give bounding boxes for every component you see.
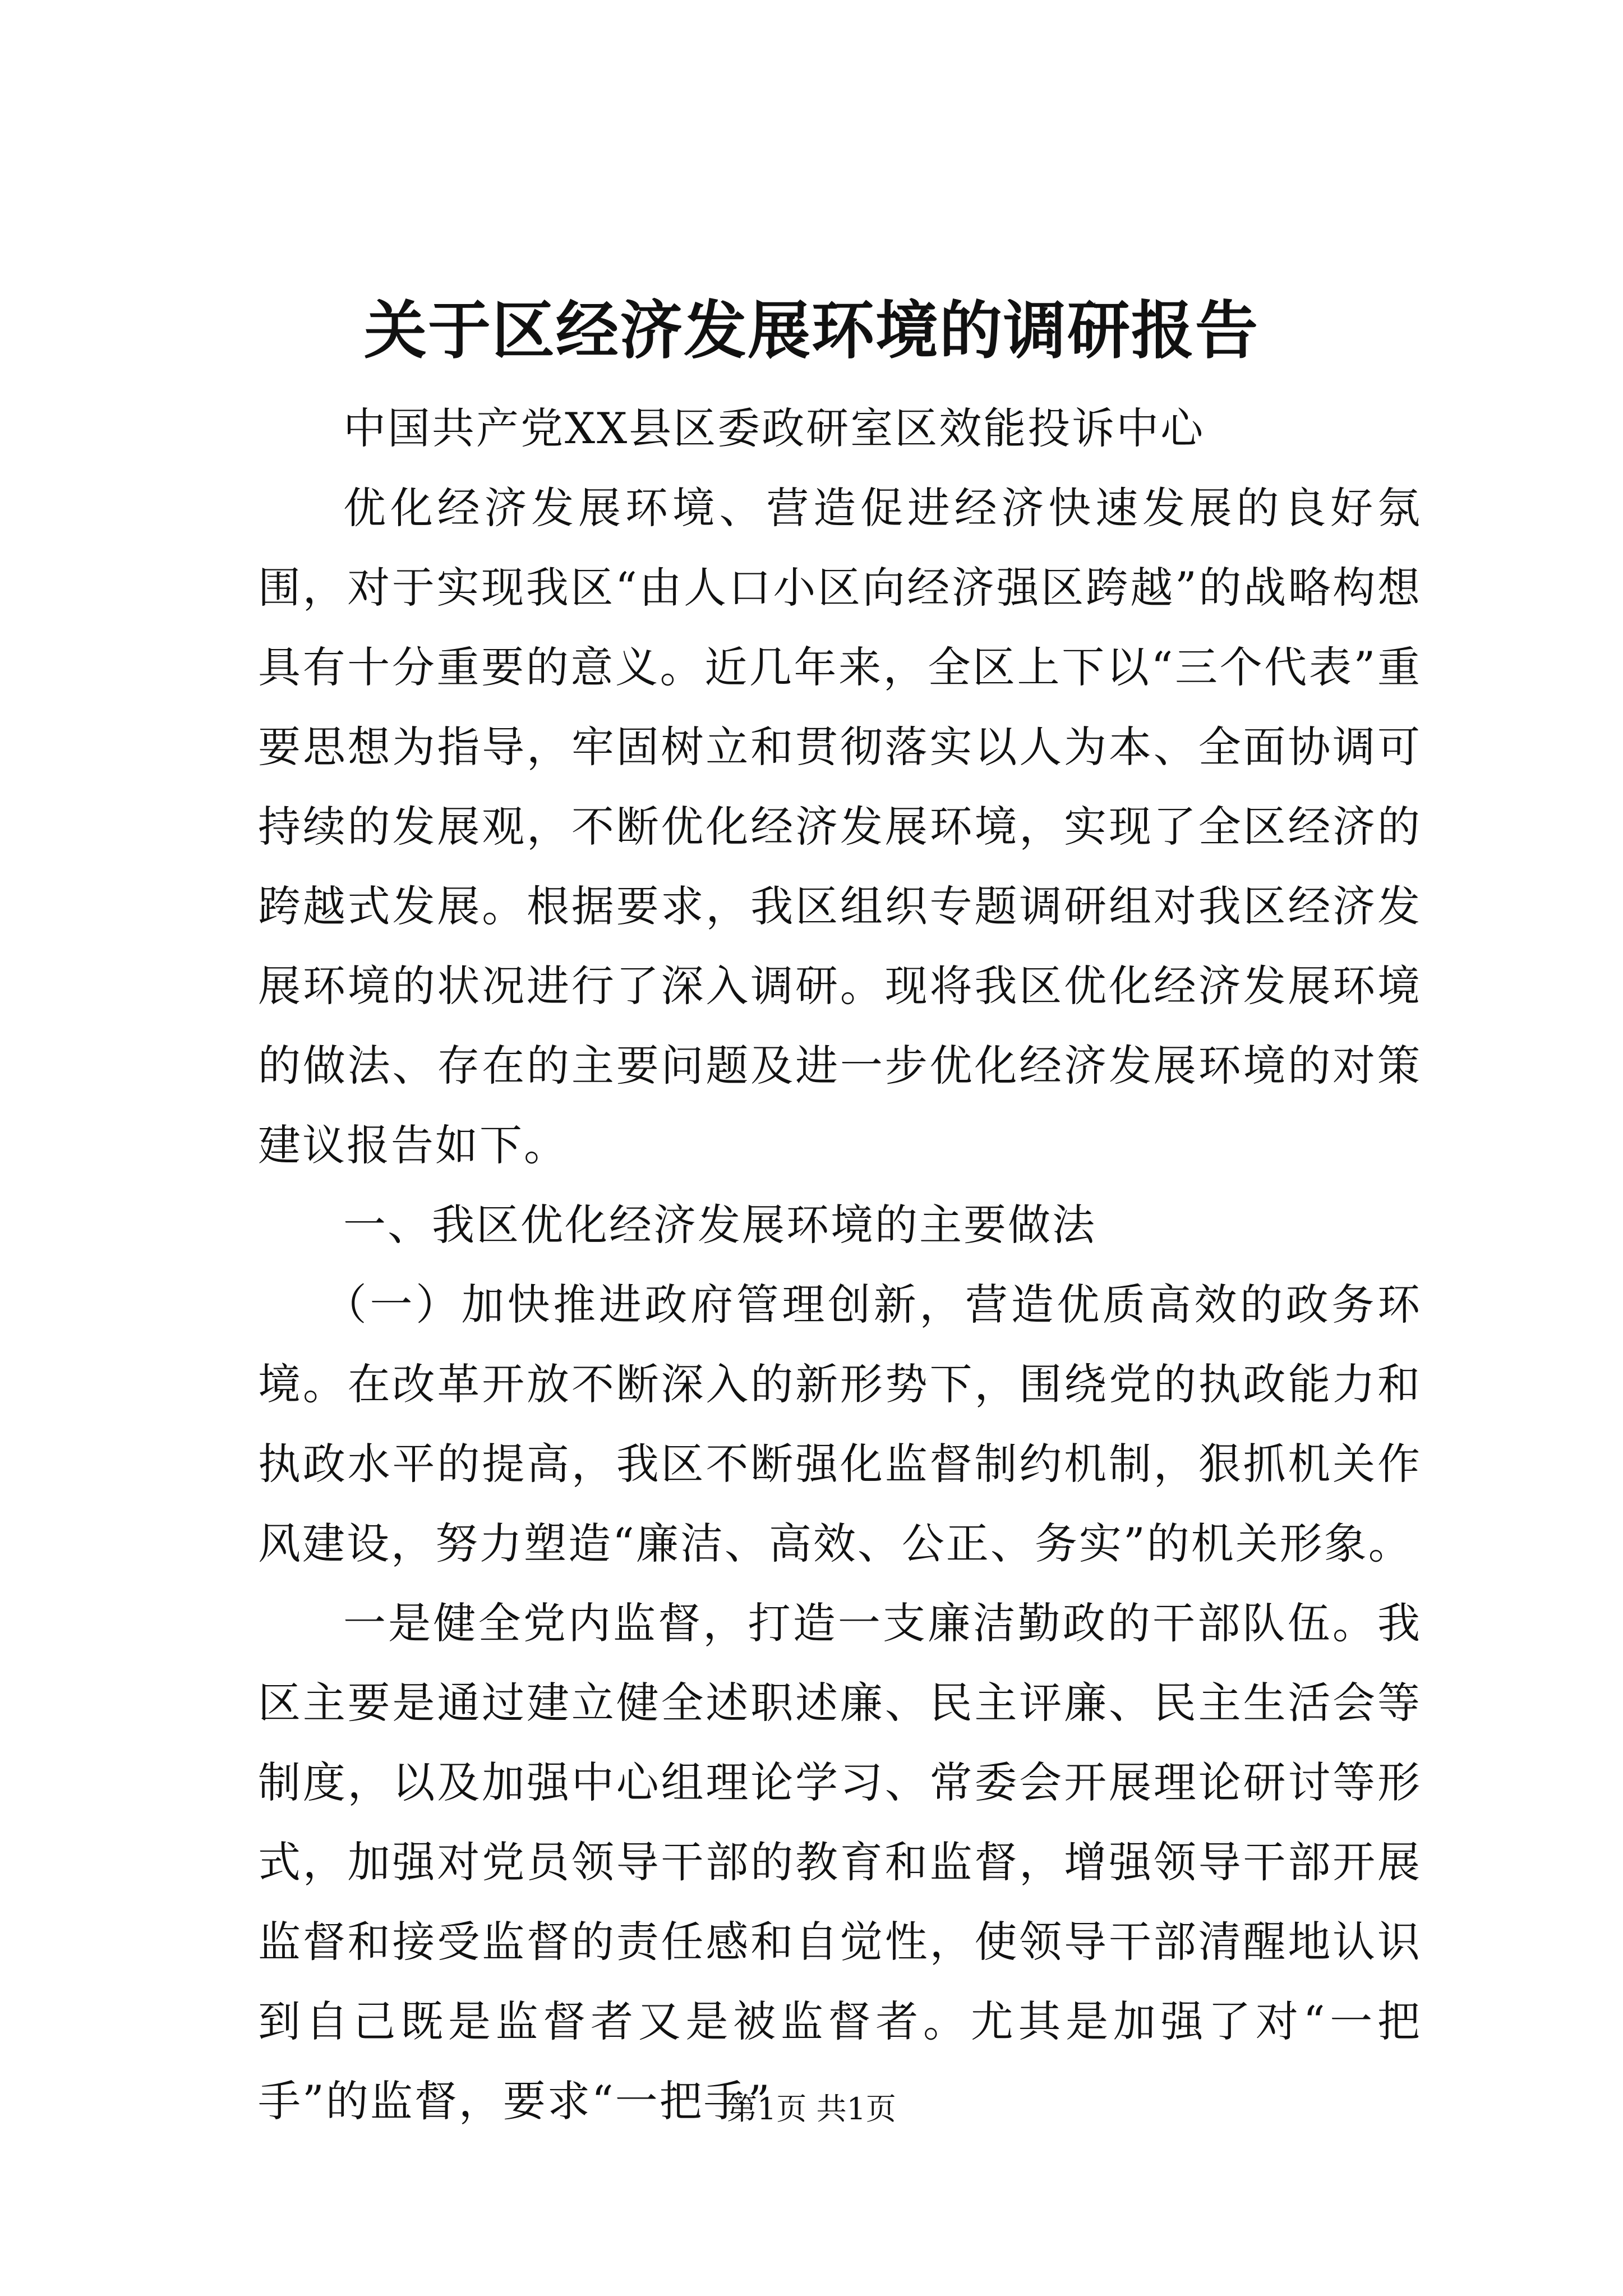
author-line: 中国共产党XX县区委政研室区效能投诉中心 (343, 403, 1205, 453)
page-footer: 第1页 共1页 (727, 2091, 896, 2127)
paragraph-supervision: 一是健全党内监督，打造一支廉洁勤政的干部队伍。我区主要是通过建立健全述职述廉、民主评廉、民主生活会等制度，以及加强中心组理论学习、常委会开展理论研讨等形式，加强对党员领导干部的教育和监督，增强领导干部开展监督和接受监督的责任感和自觉性，使领导干部清醒地认识到自己既是监督者又是被监督者。尤其是加强了对“一把手”的监督，要求“一把手” (258, 1598, 1422, 2126)
document-title: 关于区经济发展环境的调研报告 (364, 294, 1259, 367)
document-body (258, 389, 1422, 2141)
subsection-paragraph: （一）加快推进政府管理创新，营造优质高效的政务环境。在改革开放不断深入的新形势下，围绕党的执政能力和执政水平的提高，我区不断强化监督制约机制，狠抓机关作风建设，努力塑造“廉洁、高效、公正、务实”的机关形象。 (258, 1280, 1422, 1568)
section-heading: 一、我区优化经济发展环境的主要做法 (343, 1200, 1096, 1250)
paragraph-intro: 优化经济发展环境、营造促进经济快速发展的良好氛围，对于实现我区“由人口小区向经济强区跨越”的战略构想具有十分重要的意义。近几年来，全区上下以“三个代表”重要思想为指导，牢固树立和贯彻落实以人为本、全面协调可持续的发展观，不断优化经济发展环境，实现了全区经济的跨越式发展。根据要求，我区组织专题调研组对我区经济发展环境的状况进行了深入调研。现将我区优化经济发展环境的做法、存在的主要问题及进一步优化经济发展环境的对策建议报告如下。 (258, 483, 1422, 1170)
